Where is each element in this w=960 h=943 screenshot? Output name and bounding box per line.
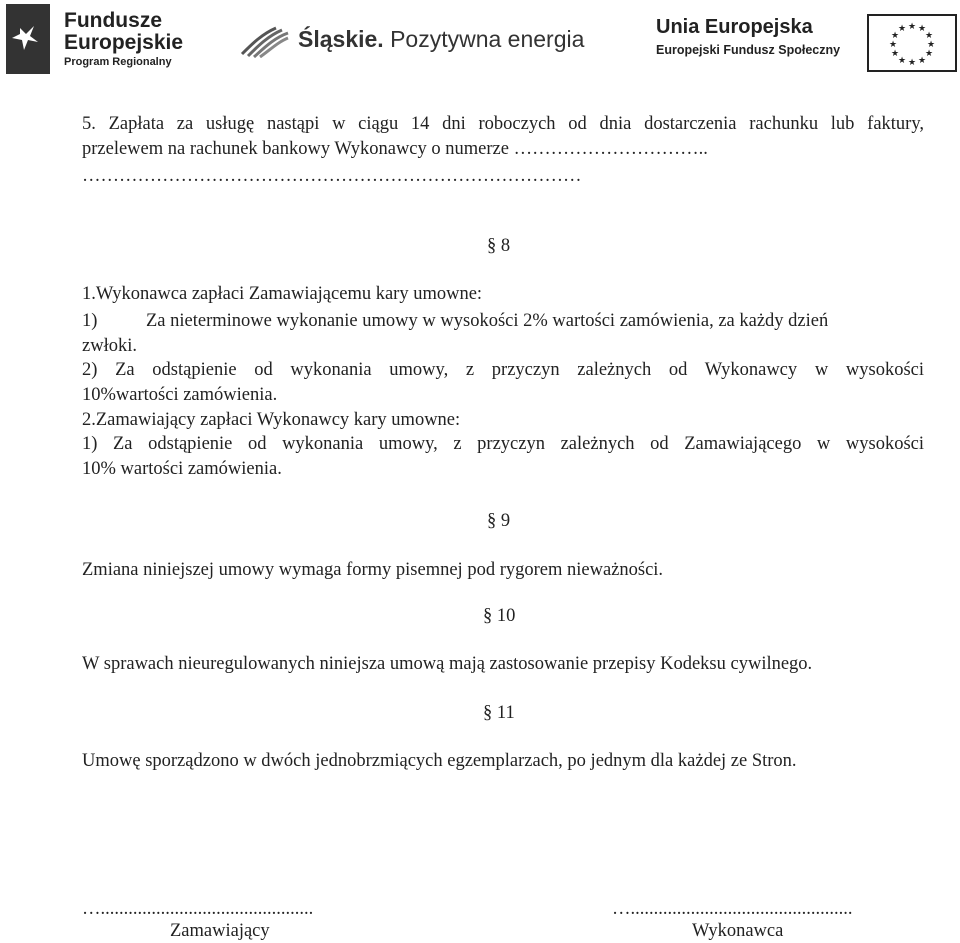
fe-title-1: Fundusze [64,9,162,32]
svg-text:★: ★ [898,56,907,66]
svg-text:★: ★ [891,31,900,41]
s8-item1-num: 1) [82,311,98,331]
p5-line3: ……………………………………………………………………… [82,166,582,186]
svg-text:★: ★ [927,40,936,50]
p5-line1 [82,113,924,135]
slaskie-bold: Śląskie. [298,26,384,52]
fe-subtitle: Program Regionalny [64,56,172,68]
p5-line1-text: 5. Zapłata za usługę nastąpi w ciągu 14 dni roboczych od dnia dostarczenia rachunku lub faktury, [82,114,924,134]
ue-title: Unia Europejska [656,16,813,38]
svg-text:★: ★ [918,24,927,34]
slaskie-rest: Pozytywna energia [383,26,585,52]
fundusze-europejskie-logo [6,4,196,76]
svg-text:★: ★ [925,49,934,59]
unia-europejska-logo [656,16,856,66]
eu-stars-icon [869,16,955,70]
s8-line1: 1.Wykonawca zapłaci Zamawiającemu kary umowne: [82,284,483,304]
s8-line3: zwłoki. [82,336,137,356]
svg-text:★: ★ [925,31,934,41]
section-8-heading: § 8 [487,236,511,256]
svg-text:★: ★ [918,56,927,66]
svg-text:★: ★ [889,40,898,50]
section-9-heading: § 9 [487,511,511,531]
eu-flag-icon [867,14,957,72]
s8-line5: 10%wartości zamówienia. [82,385,278,405]
fe-title-2: Europejskie [64,31,184,54]
slaskie-stripes-icon [240,24,290,58]
section-10-heading: § 10 [483,606,516,626]
s8-line8: 10% wartości zamówienia. [82,459,282,479]
s8-line4-text: 2) Za odstąpienie od wykonania umowy, z przyczyn zależnych od Wykonawcy w wysokości [82,360,924,380]
signature-label-right: Wykonawca [692,921,784,941]
s9-text: Zmiana niniejszej umowy wymaga formy pisemnej pod rygorem nieważności. [82,560,664,580]
section-11-heading: § 11 [483,703,515,723]
signature-label-left: Zamawiający [170,921,270,941]
s8-item1-text: Za nieterminowe wykonanie umowy w wysokości 2% wartości zamówienia, za każdy dzień [146,311,829,331]
ue-subtitle: Europejski Fundusz Społeczny [656,43,841,57]
signature-line-right: …................................................ [612,899,853,919]
svg-text:★: ★ [891,49,900,59]
fe-star-icon [6,4,56,74]
signature-line-left: ….............................................. [82,899,314,919]
svg-text:★: ★ [898,24,907,34]
slaskie-text [298,26,584,53]
s8-line4 [82,359,924,381]
s8-line6: 2.Zamawiający zapłaci Wykonawcy kary umowne: [82,410,461,430]
p5-line2: przelewem na rachunek bankowy Wykonawcy o numerze ………………………….. [82,139,708,159]
s8-line7 [82,433,924,455]
slaskie-logo [240,18,620,68]
s8-line7-text: 1) Za odstąpienie od wykonania umowy, z przyczyn zależnych od Zamawiającego w wysokości [82,434,924,454]
svg-text:★: ★ [908,58,917,68]
s10-text: W sprawach nieuregulowanych niniejsza umową mają zastosowanie przepisy Kodeksu cywilnego. [82,654,813,674]
s11-text: Umowę sporządzono w dwóch jednobrzmiących egzemplarzach, po jednym dla każdej ze Stron. [82,751,797,771]
svg-text:★: ★ [908,22,917,32]
header-logos [0,0,960,80]
